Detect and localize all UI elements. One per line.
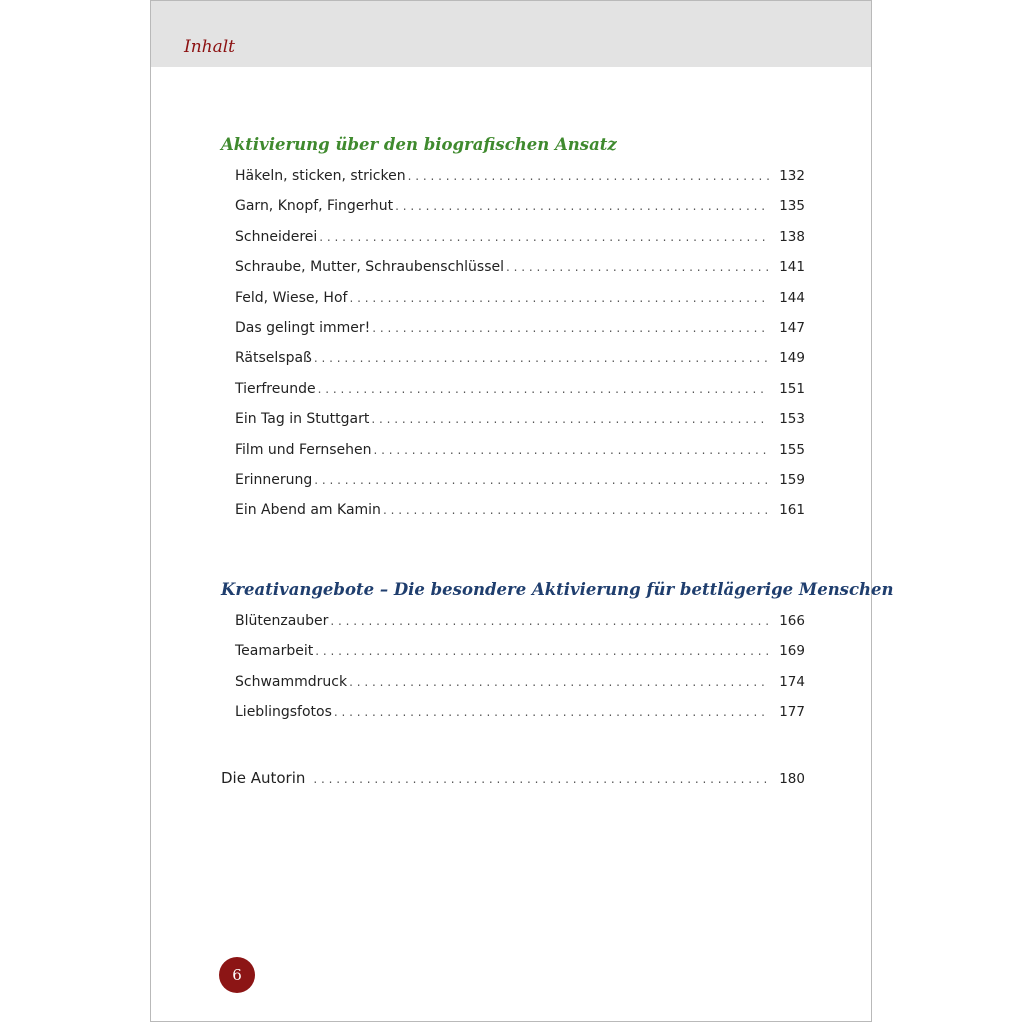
- page-title: Inhalt: [184, 37, 236, 57]
- toc-entry-label: Teamarbeit: [235, 643, 314, 660]
- toc-entry-page: 144: [779, 289, 805, 306]
- dot-leader: [330, 614, 769, 628]
- toc-entry-label: Schwammdruck: [235, 673, 348, 690]
- toc-entry-page: 180: [779, 771, 805, 787]
- toc-entry[interactable]: [221, 198, 805, 228]
- toc-entry-label: Garn, Knopf, Fingerhut: [235, 198, 394, 215]
- toc-entry[interactable]: [221, 674, 805, 704]
- toc-entry-label: Rätselspaß: [235, 350, 312, 367]
- dot-leader: [319, 230, 769, 244]
- toc-entry-page: 177: [779, 704, 805, 721]
- toc-entry[interactable]: [221, 411, 805, 441]
- toc-entry[interactable]: [221, 290, 805, 320]
- dot-leader: [318, 382, 769, 396]
- dot-leader: [313, 772, 769, 786]
- toc-entry-page: 147: [779, 319, 805, 336]
- section-title: Aktivierung über den biografischen Ansatz: [221, 135, 617, 154]
- toc-entry[interactable]: [221, 381, 805, 411]
- toc-entry-label: Film und Fernsehen: [235, 441, 372, 458]
- dot-leader: [315, 644, 769, 658]
- toc-entry-page: 174: [779, 673, 805, 690]
- dot-leader: [334, 705, 769, 719]
- toc-entry-label: Schraube, Mutter, Schraubenschlüssel: [235, 259, 505, 276]
- toc-entry[interactable]: [221, 643, 805, 673]
- toc-section-kreativangebote: [221, 579, 894, 735]
- toc-entry[interactable]: [221, 320, 805, 350]
- toc-entry[interactable]: [221, 502, 805, 532]
- section-title: Kreativangebote – Die besondere Aktivierung für bettlägerige Menschen: [221, 580, 894, 599]
- toc-entry-label: Lieblingsfotos: [235, 704, 332, 721]
- toc-entry-page: 141: [779, 259, 805, 276]
- toc-entry-label: Feld, Wiese, Hof: [235, 289, 348, 306]
- toc-entry-page: 161: [779, 502, 805, 519]
- dot-leader: [314, 351, 769, 365]
- dot-leader: [349, 291, 769, 305]
- toc-entry-page: 166: [779, 613, 805, 629]
- dot-leader: [371, 412, 769, 426]
- toc-entry-label: Ein Abend am Kamin: [235, 502, 381, 519]
- toc-entry-page: 155: [779, 441, 805, 458]
- toc-entry-label: Tierfreunde: [235, 380, 316, 397]
- toc-entry-label: Blütenzauber: [235, 613, 329, 629]
- toc-entry[interactable]: [221, 442, 805, 472]
- toc-list: [221, 613, 805, 735]
- dot-leader: [506, 260, 769, 274]
- toc-entry-author[interactable]: [221, 769, 805, 787]
- toc-entry-page: 151: [779, 380, 805, 397]
- toc-entry-label: Ein Tag in Stuttgart: [235, 411, 370, 428]
- toc-entry-page: 135: [779, 198, 805, 215]
- toc-entry-page: 153: [779, 411, 805, 428]
- toc-entry-label: Das gelingt immer!: [235, 319, 371, 336]
- toc-entry[interactable]: [221, 229, 805, 259]
- toc-entry[interactable]: [221, 472, 805, 502]
- toc-entry[interactable]: [221, 259, 805, 289]
- toc-list: [221, 168, 805, 533]
- dot-leader: [314, 473, 769, 487]
- toc-entry-page: 138: [779, 228, 805, 245]
- toc-entry[interactable]: [221, 168, 805, 198]
- dot-leader: [395, 199, 769, 213]
- toc-entry-page: 159: [779, 471, 805, 488]
- dot-leader: [372, 321, 769, 335]
- toc-entry-page: 169: [779, 643, 805, 660]
- toc-entry-label: Erinnerung: [235, 471, 313, 488]
- dot-leader: [349, 675, 769, 689]
- page-number-badge: 6: [219, 957, 255, 993]
- dot-leader: [408, 169, 769, 183]
- toc-entry-label: Schneiderei: [235, 228, 318, 245]
- book-page: [150, 0, 894, 1022]
- header-band: [151, 1, 871, 67]
- toc-entry[interactable]: [221, 350, 805, 380]
- dot-leader: [374, 443, 769, 457]
- dot-leader: [383, 503, 769, 517]
- toc-section-biografischer-ansatz: [221, 134, 805, 533]
- toc-entry-label: Häkeln, sticken, stricken: [235, 168, 406, 184]
- toc-entry[interactable]: [221, 613, 805, 643]
- toc-entry-label: Die Autorin: [221, 769, 306, 787]
- toc-entry[interactable]: [221, 704, 805, 734]
- toc-entry-page: 132: [779, 168, 805, 184]
- toc-entry-page: 149: [779, 350, 805, 367]
